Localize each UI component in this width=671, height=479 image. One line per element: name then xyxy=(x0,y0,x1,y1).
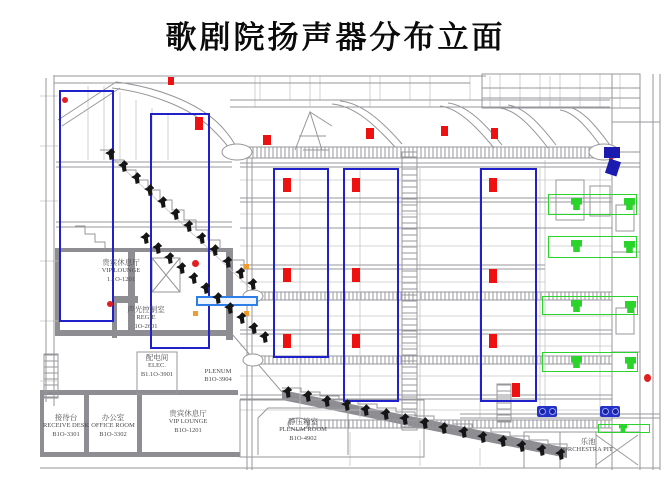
red-speaker-icon xyxy=(195,117,203,130)
room-en: PLENUM xyxy=(204,368,232,375)
room-code: 1O-2601 xyxy=(134,322,158,330)
proscenium-cluster-icon xyxy=(604,147,620,158)
red-speaker-dot-icon xyxy=(62,97,68,103)
red-speaker-icon xyxy=(352,334,360,348)
room-zh: 声光控制室 xyxy=(127,305,165,314)
speaker-zone-rect xyxy=(343,168,399,402)
orange-marker-icon xyxy=(193,311,198,316)
driver-circle-icon xyxy=(549,408,556,415)
room-label-plenum-3904 xyxy=(204,368,231,384)
audience-seat-icon xyxy=(379,407,391,420)
room-label-office-room xyxy=(91,413,135,439)
room-label-orchestra-pit xyxy=(563,437,613,455)
audience-seat-icon xyxy=(515,439,527,452)
room-label-reception-desk xyxy=(43,413,89,439)
page-title: 歌剧院扬声器分布立面 xyxy=(165,20,506,55)
room-en: OFFICE ROOM xyxy=(91,422,135,430)
orange-marker-icon xyxy=(244,264,249,269)
speaker-zone-rect xyxy=(273,168,329,358)
speaker-zone-rect xyxy=(480,168,537,402)
red-speaker-icon xyxy=(168,77,174,85)
room-label-vip-lounge-l1 xyxy=(102,258,141,284)
green-speaker-zone-rect xyxy=(548,194,637,215)
mix-position-rect xyxy=(196,296,258,306)
audience-seat-icon xyxy=(359,403,371,416)
audience-seat-icon xyxy=(221,255,233,268)
driver-circle-icon xyxy=(539,408,546,415)
red-speaker-icon xyxy=(491,128,498,139)
red-speaker-icon xyxy=(512,383,520,397)
driver-circle-icon xyxy=(602,408,609,415)
room-zh: 贵宾休息厅 xyxy=(102,258,140,267)
proscenium-cluster-icon xyxy=(605,159,621,177)
audience-seat-icon xyxy=(117,159,129,172)
audience-seat-icon xyxy=(476,430,488,443)
room-zh: 接待台 xyxy=(54,413,78,422)
audience-seat-icon xyxy=(130,171,142,184)
room-en: REGIE xyxy=(136,314,156,322)
room-en: PLENUM ROOM xyxy=(279,426,327,434)
room-zh: 乐池 xyxy=(580,437,596,446)
red-speaker-icon xyxy=(366,128,374,139)
room-en: VIP LOUNGE xyxy=(101,267,141,275)
room-zh: 配电间 xyxy=(145,353,169,362)
red-speaker-icon xyxy=(489,178,497,192)
room-code: B1O-3301 xyxy=(52,430,80,438)
room-en: RECEIVE DESK xyxy=(42,422,90,430)
audience-seat-icon xyxy=(258,330,270,343)
driver-circle-icon xyxy=(612,408,619,415)
room-zh: 静压箱室 xyxy=(287,417,318,426)
red-speaker-dot-icon xyxy=(107,301,113,307)
red-speaker-icon xyxy=(489,269,497,283)
room-code: B1O-3904 xyxy=(204,376,232,384)
green-speaker-zone-rect xyxy=(548,236,637,258)
audience-seat-icon xyxy=(320,394,332,407)
room-code: B1O-4902 xyxy=(289,434,317,442)
room-label-elec-room xyxy=(141,353,173,379)
room-en: VIP LOUNGE xyxy=(168,418,208,426)
room-en: ORCHESTRA PIT xyxy=(563,446,613,454)
speaker-zone-rect xyxy=(59,90,114,322)
audience-seat-icon xyxy=(418,416,430,429)
audience-seat-icon xyxy=(301,389,313,402)
room-label-plenum-room xyxy=(279,417,327,443)
audience-seat-icon xyxy=(398,412,410,425)
room-label-regie-control xyxy=(127,305,165,331)
subwoofer-icon xyxy=(600,406,620,417)
audience-seat-icon xyxy=(281,385,293,398)
red-speaker-dot-icon xyxy=(192,260,199,267)
room-code: B1O-3302 xyxy=(99,430,127,438)
green-speaker-zone-rect xyxy=(542,352,638,372)
audience-seat-icon xyxy=(496,434,508,447)
red-speaker-dot-icon xyxy=(644,374,651,382)
red-speaker-icon xyxy=(352,178,360,192)
red-speaker-icon xyxy=(489,334,497,348)
room-en: ELEC. xyxy=(148,362,166,370)
red-speaker-icon xyxy=(441,126,448,136)
subwoofer-icon xyxy=(537,406,557,417)
room-code: 1.1O-1201 xyxy=(107,275,135,283)
room-zh: 贵宾休息厅 xyxy=(169,409,207,418)
room-code: B1O-1201 xyxy=(174,426,202,434)
red-speaker-icon xyxy=(352,268,360,282)
room-code: B1.1O-3901 xyxy=(140,370,174,378)
red-speaker-icon xyxy=(283,334,291,348)
room-zh: 办公室 xyxy=(101,413,125,422)
red-speaker-icon xyxy=(283,268,291,282)
room-label-vip-lounge-b1 xyxy=(169,409,208,435)
audience-seat-icon xyxy=(535,443,547,456)
audience-seat-icon xyxy=(437,421,449,434)
red-speaker-icon xyxy=(283,178,291,192)
audience-seat-icon xyxy=(247,321,259,334)
audience-seat-icon xyxy=(457,425,469,438)
green-speaker-zone-rect xyxy=(542,296,638,315)
red-speaker-icon xyxy=(263,135,271,145)
audience-seat-icon xyxy=(246,277,258,290)
